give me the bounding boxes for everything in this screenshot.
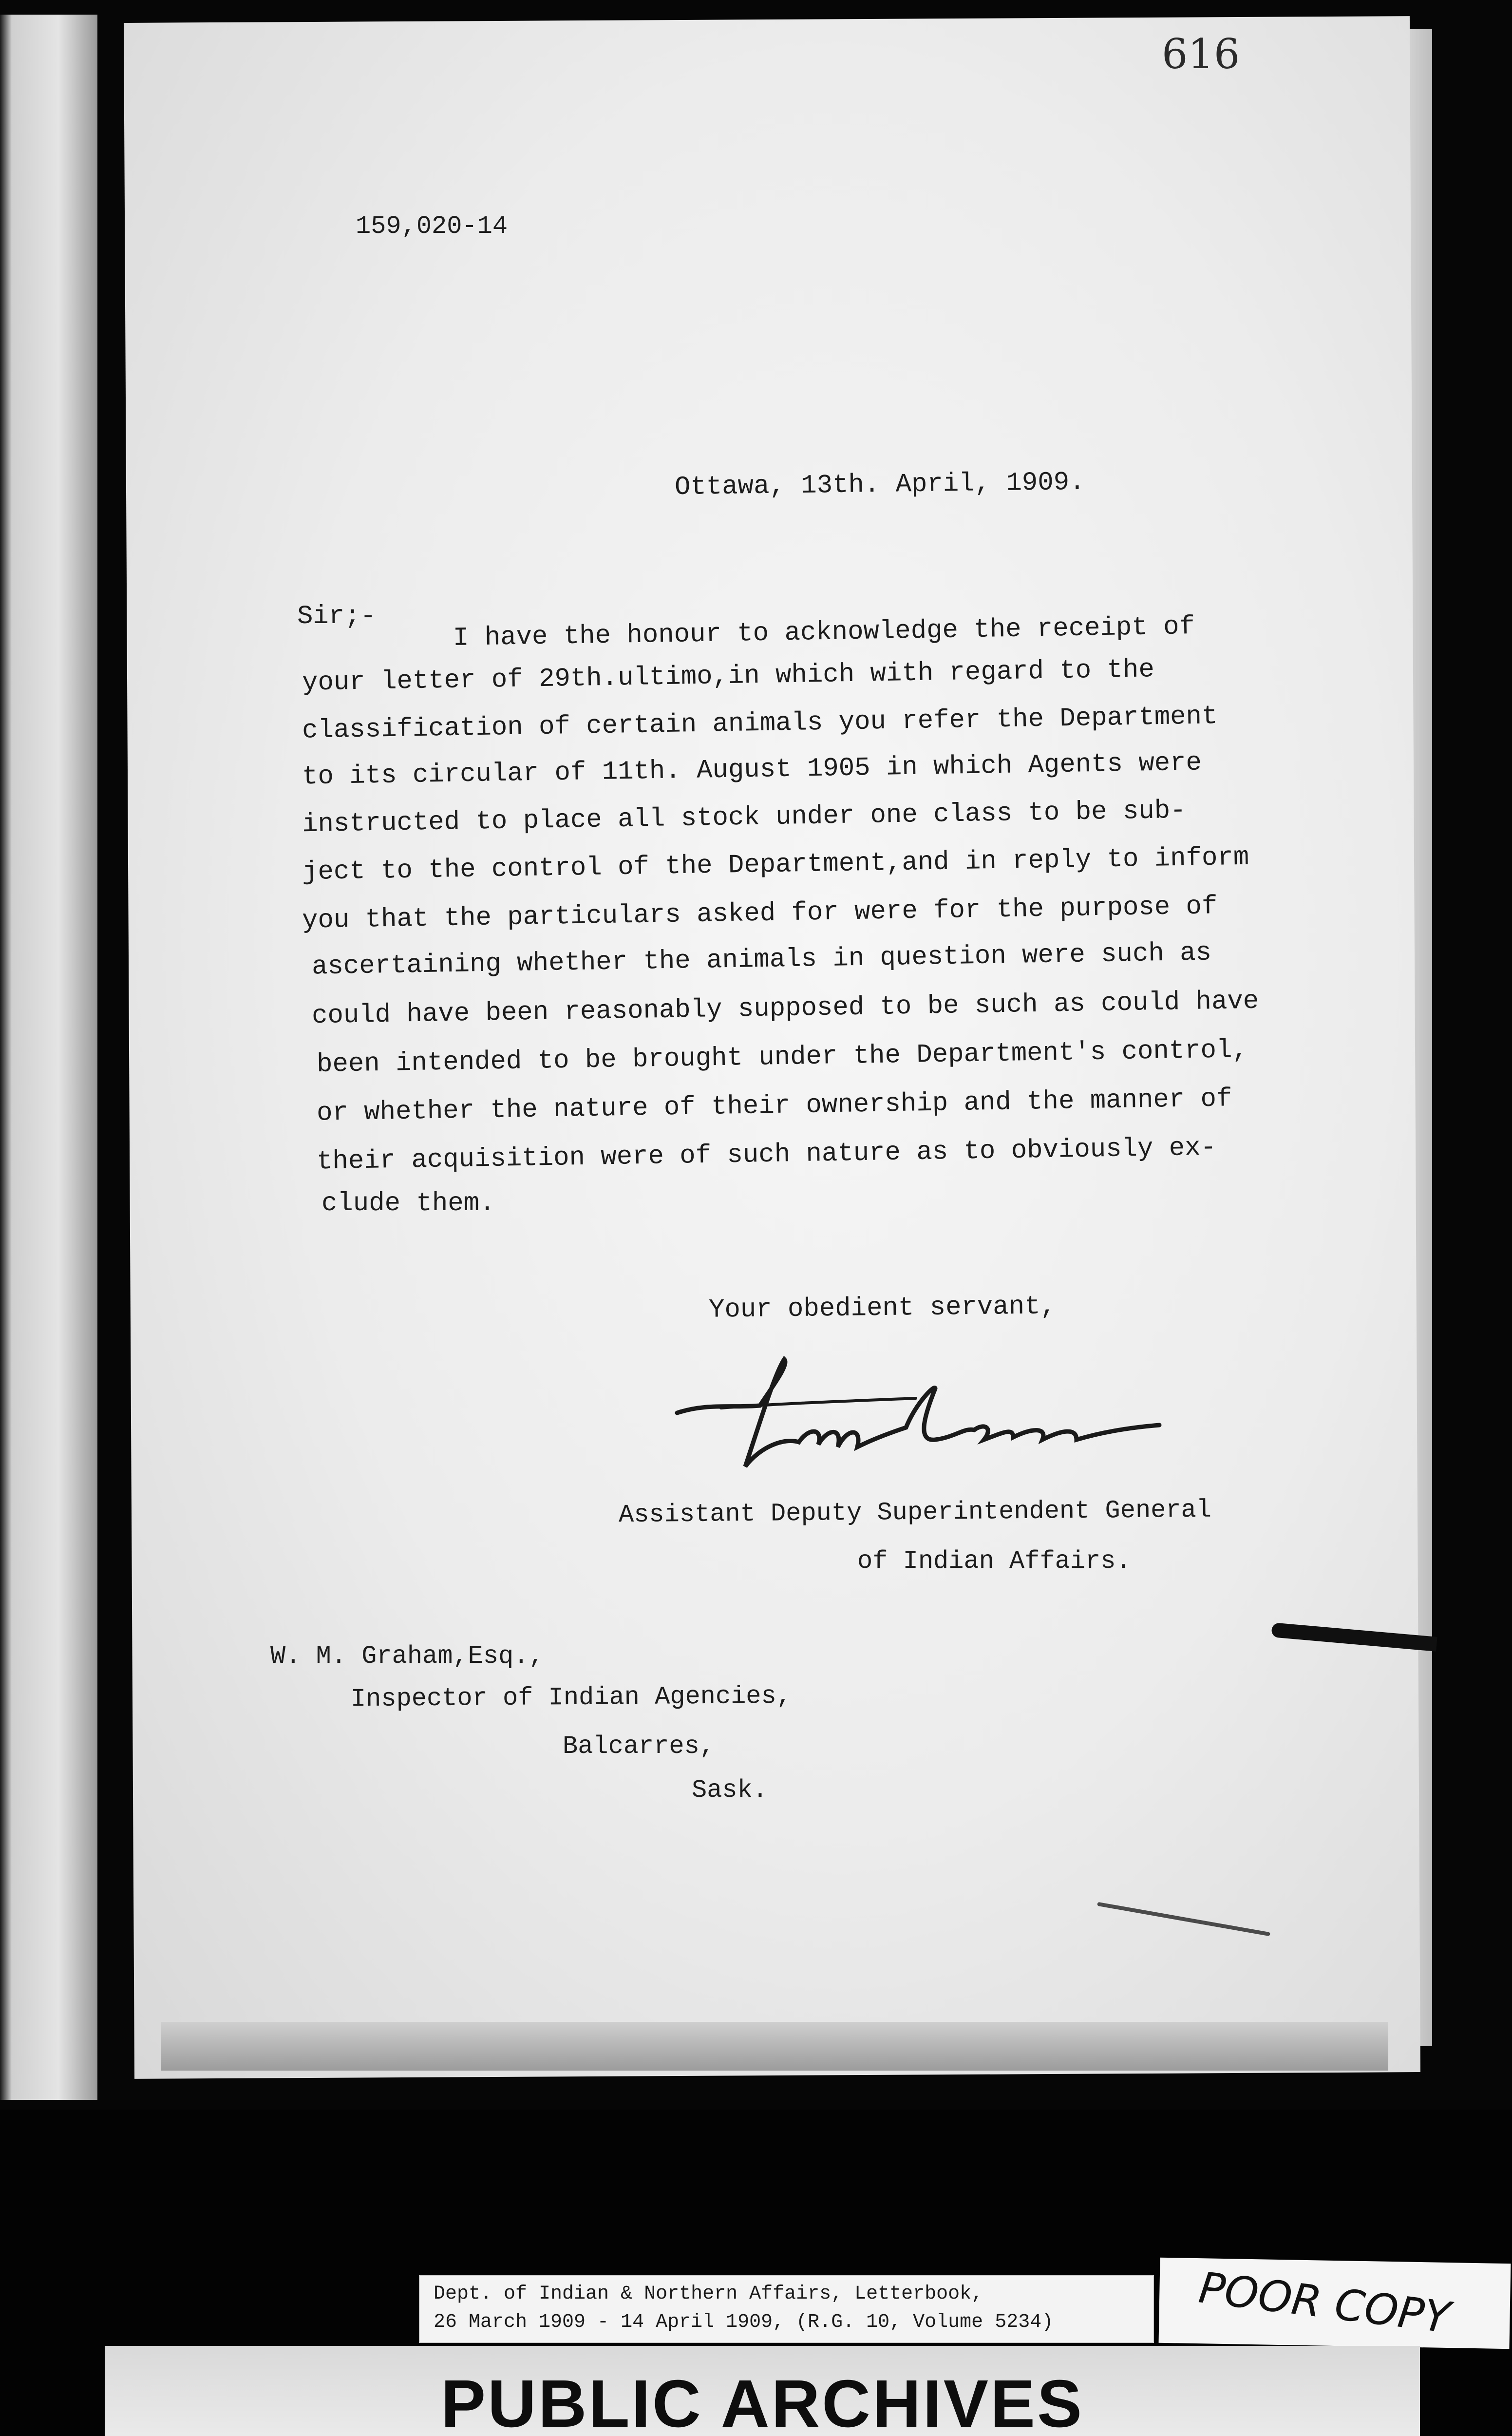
page-number: 616 (1162, 30, 1240, 78)
archives-stamp (105, 2346, 1420, 2436)
signatory-title-line2: of Indian Affairs. (857, 1547, 1131, 1576)
handwritten-signature (662, 1354, 1179, 1481)
body-line: could have been reasonably supposed to be such as could have (311, 986, 1259, 1031)
body-line: I have the honour to acknowledge the receipt of (453, 612, 1195, 653)
source-caption (419, 2275, 1154, 2343)
body-line: classification of certain animals you refer the Department (302, 702, 1218, 746)
address-line: W. M. Graham,Esq., (270, 1642, 544, 1671)
closing: Your obedient servant, (708, 1292, 1057, 1325)
poor-copy-text: POOR COPY (1196, 2262, 1453, 2343)
left-page-edge (0, 15, 97, 2100)
archives-stamp-english: PUBLIC ARCHIVES (441, 2366, 1084, 2436)
signatory-title-line1: Assistant Deputy Superintendent General (618, 1495, 1212, 1530)
file-number: 159,020-14 (356, 212, 508, 241)
caption-line2: 26 March 1909 - 14 April 1909, (R.G. 10, Volume 5234) (434, 2311, 1054, 2333)
body-line: to its circular of 11th. August 1905 in which Agents were (302, 748, 1202, 792)
body-line: you that the particulars asked for were for the purpose of (302, 892, 1218, 936)
page-bottom-shadow (161, 2022, 1388, 2071)
poor-copy-note (1159, 2258, 1511, 2349)
body-line: their acquisition were of such nature as to obviously ex- (316, 1133, 1217, 1177)
body-line: ascertaining whether the animals in question were such as (311, 938, 1212, 982)
body-line: been intended to be brought under the Department's control, (316, 1035, 1248, 1080)
body-line: instructed to place all stock under one class to be sub- (302, 796, 1187, 840)
body-line: your letter of 29th.ultimo,in which with regard to the (302, 655, 1155, 698)
salutation: Sir;- (297, 602, 377, 631)
caption-line1: Dept. of Indian & Northern Affairs, Letterbook, (434, 2283, 983, 2305)
body-line: ject to the control of the Department,and in reply to inform (302, 842, 1249, 888)
body-line: or whether the nature of their ownership and the manner of (316, 1084, 1232, 1128)
address-line: Balcarres, (563, 1732, 715, 1761)
address-line: Inspector of Indian Agencies, (350, 1681, 792, 1714)
date-line: Ottawa, 13th. April, 1909. (674, 467, 1085, 503)
address-line: Sask. (692, 1776, 768, 1805)
body-line: clude them. (321, 1189, 495, 1218)
